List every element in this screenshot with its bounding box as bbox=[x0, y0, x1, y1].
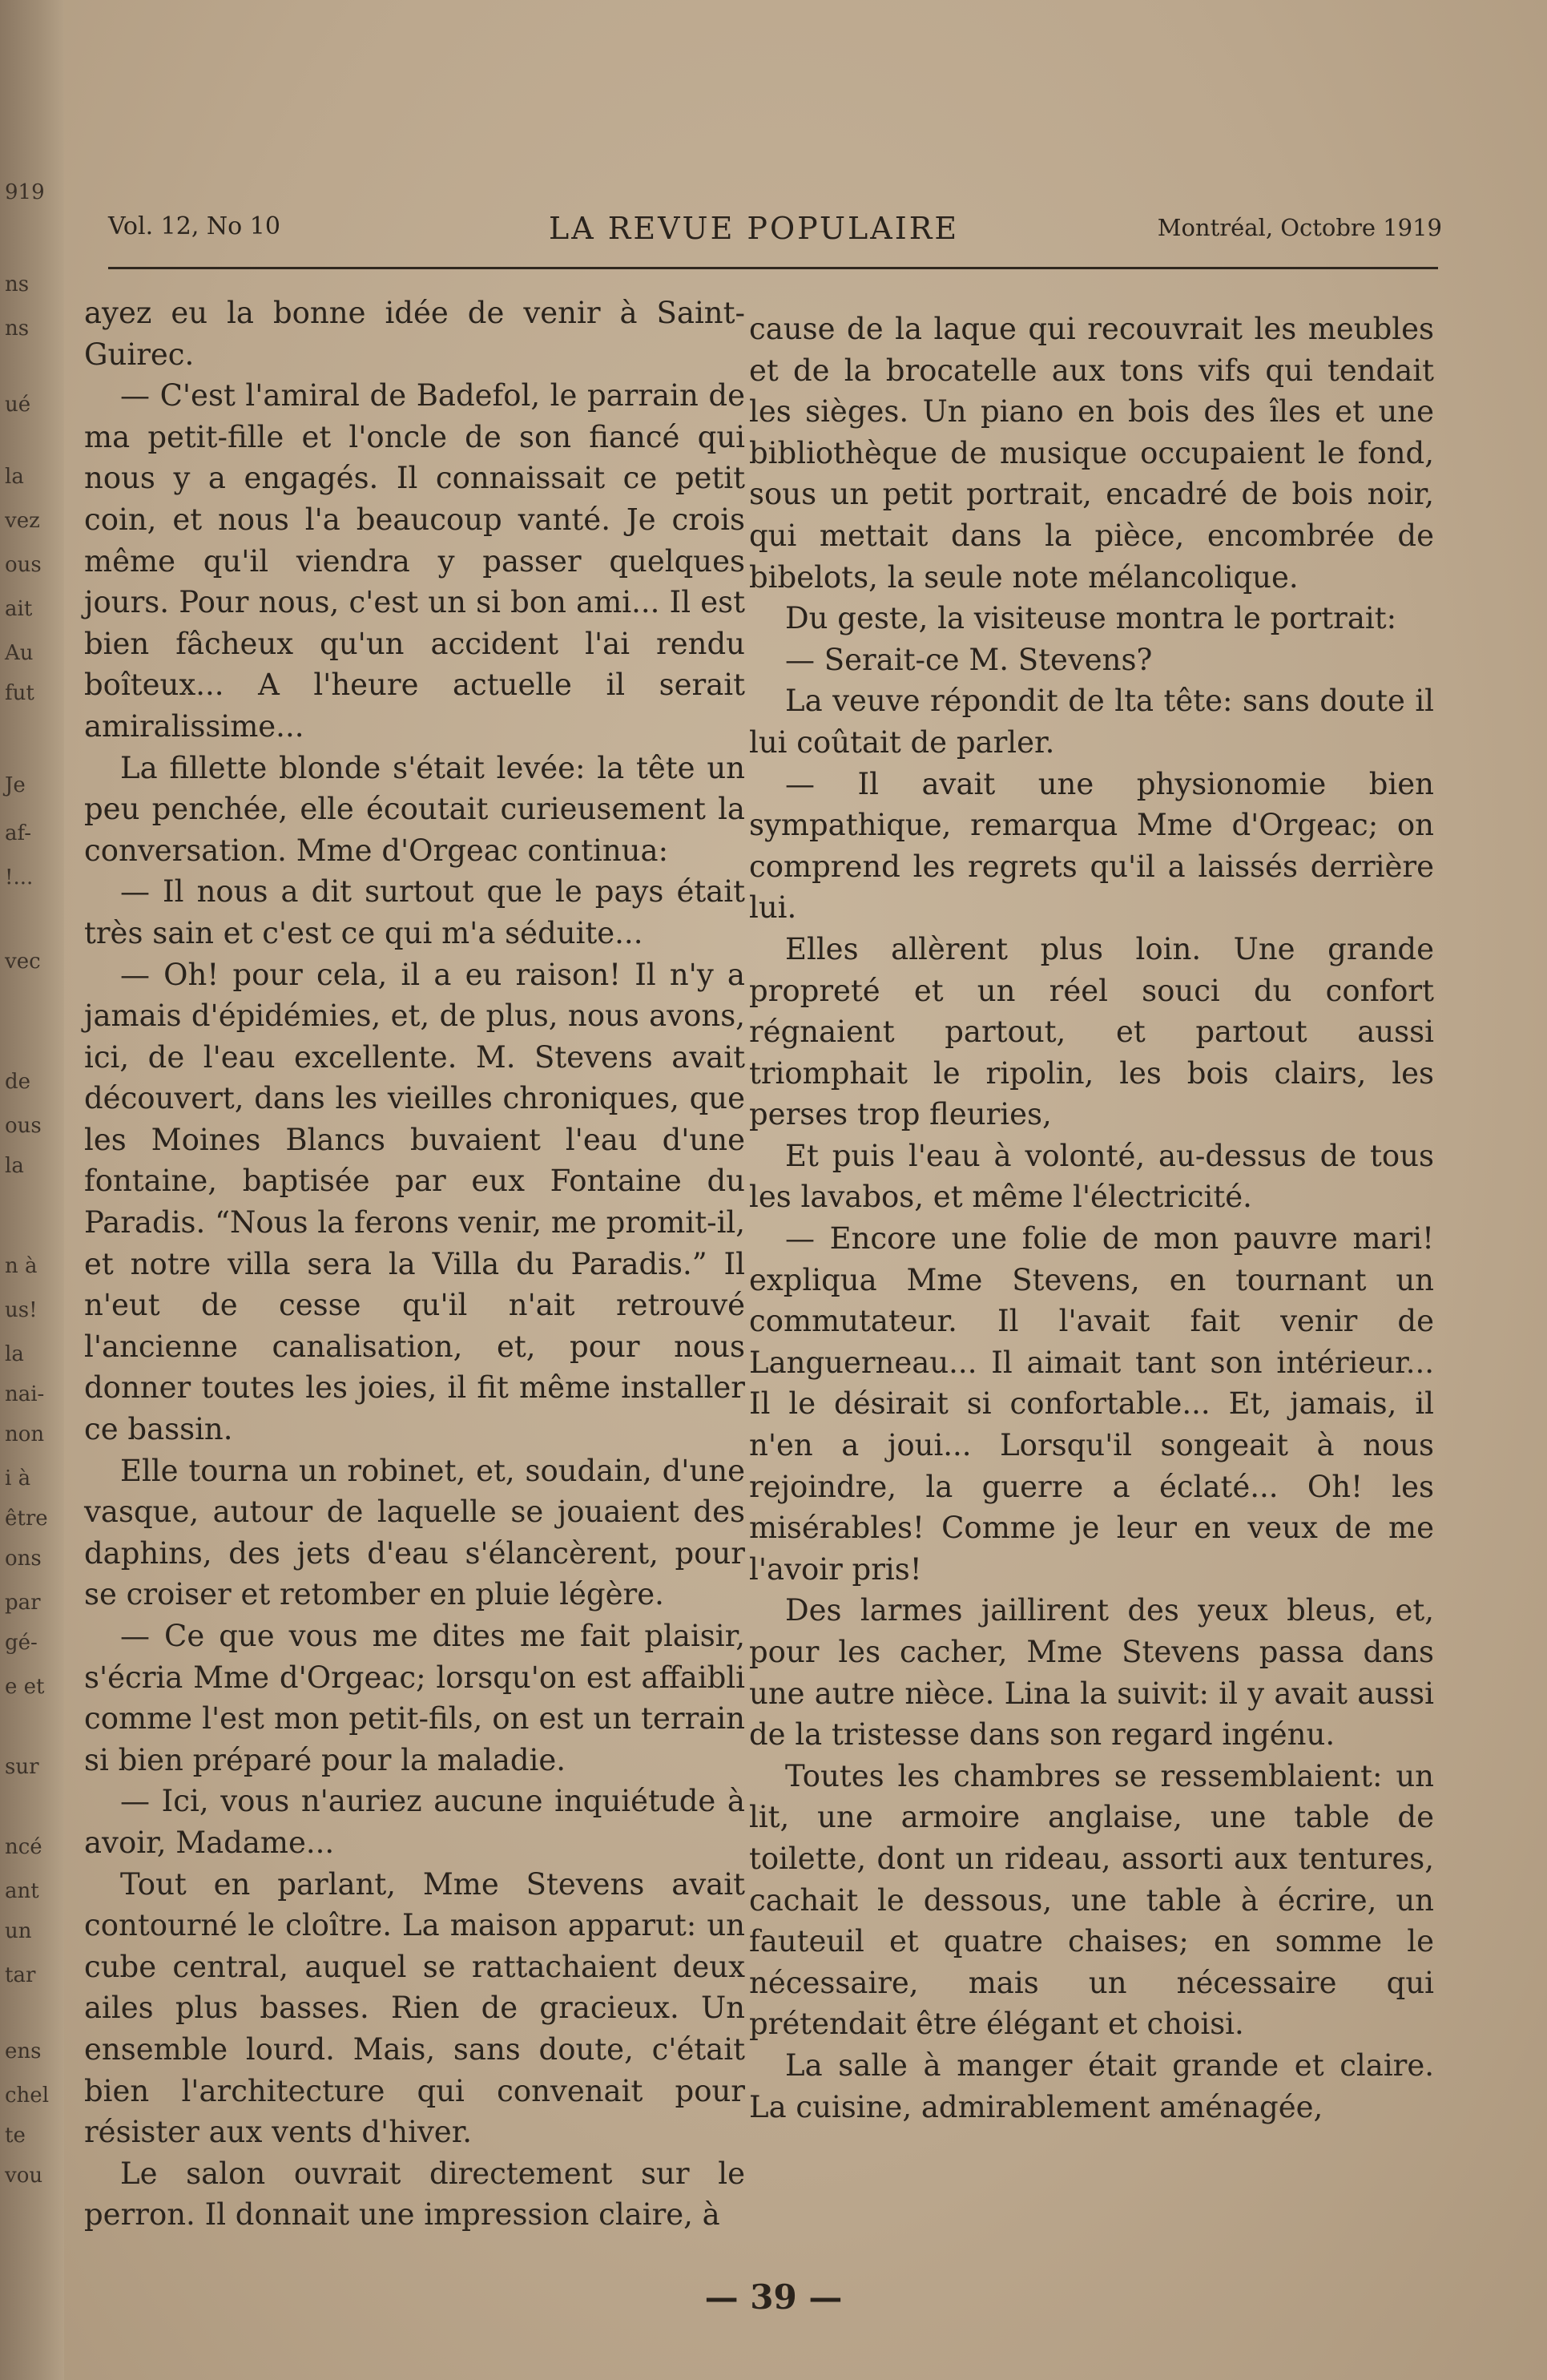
margin-fragment: gé- bbox=[5, 1631, 38, 1655]
paragraph: Tout en parlant, Mme Stevens avait contourné le cloître. La maison apparut: un cube central, auquel se rattachaient deux ailes plus basses. Rien de gracieux. Un ensemble lourd. Mais, sans doute, c'était bien l'architecture qui convenait pour résister aux vents d'hiver. bbox=[84, 1866, 745, 2150]
paragraph: — Serait-ce M. Stevens? bbox=[785, 642, 1153, 677]
margin-fragment: non bbox=[5, 1422, 45, 1446]
margin-fragment: vez bbox=[5, 509, 40, 533]
margin-fragment: la bbox=[5, 1154, 24, 1178]
margin-fragment: 919 bbox=[5, 180, 45, 204]
margin-fragment: vec bbox=[5, 950, 41, 974]
page-header bbox=[108, 204, 1442, 260]
paragraph: — Il nous a dit surtout que le pays était très sain et c'est ce qui m'a séduite... bbox=[84, 874, 745, 950]
page-number: — 39 — bbox=[704, 2277, 843, 2317]
margin-fragment: un bbox=[5, 1919, 32, 1943]
paragraph: La salle à manger était grande et claire. La cuisine, admirablement aménagée, bbox=[749, 2047, 1434, 2124]
margin-fragment: n à bbox=[5, 1254, 38, 1278]
margin-fragment: ens bbox=[5, 2039, 42, 2063]
issue-date: Montréal, Octobre 1919 bbox=[1157, 214, 1442, 241]
margin-fragment: te bbox=[5, 2124, 26, 2148]
paragraph: Elles allèrent plus loin. Une grande propreté et un réel souci du confort régnaient partout, et partout aussi triomphait le ripolin, les bois clairs, les perses trop fleuries, bbox=[749, 931, 1434, 1132]
paragraph: La fillette blonde s'était levée: la tête un peu penchée, elle écoutait curieusement la conversation. Mme d'Orgeac continua: bbox=[84, 750, 745, 868]
paragraph: cause de la laque qui recouvrait les meubles et de la brocatelle aux tons vifs qui tendait les sièges. Un piano en bois des îles et une bibliothèque de musique occupaient le fond, sous un petit portrait, encadré de bois noir, qui mettait dans la pièce, encombrée de bibelots, la seule note mélancolique. bbox=[749, 312, 1434, 595]
margin-fragment: être bbox=[5, 1507, 48, 1531]
margin-fragment: la bbox=[5, 1342, 24, 1366]
paragraph: Des larmes jaillirent des yeux bleus, et, pour les cacher, Mme Stevens passa dans une autre nièce. Lina la suivit: il y avait aussi de la tristesse dans son regard ingénu. bbox=[749, 1593, 1434, 1753]
margin-fragment: la bbox=[5, 465, 24, 489]
gutter-binding bbox=[0, 0, 64, 2380]
publication-title: LA REVUE POPULAIRE bbox=[549, 211, 960, 246]
margin-fragment: ons bbox=[5, 1547, 42, 1571]
margin-fragment: ué bbox=[5, 393, 31, 417]
margin-fragment: Je bbox=[5, 773, 26, 797]
margin-fragment: par bbox=[5, 1591, 41, 1615]
paragraph: ayez eu la bonne idée de venir à Saint-Guirec. bbox=[84, 296, 745, 372]
margin-fragment: af- bbox=[5, 821, 31, 845]
paragraph: Le salon ouvrait directement sur le perron. Il donnait une impression claire, à bbox=[84, 2156, 745, 2233]
margin-fragment: us! bbox=[5, 1298, 38, 1322]
paragraph: — C'est l'amiral de Badefol, le parrain de ma petit-fille et l'oncle de son fiancé qui nous y a engagés. Il connaissait ce petit coin, et nous l'a beaucoup vanté. Je crois même qu'il viendra y passer quelques jours. Pour nous, c'est un si bon ami... Il est bien fâcheux qu'un accident l'ai rendu boîteux... A l'heure actuelle il serait amiralissime... bbox=[84, 378, 745, 744]
paragraph: — Oh! pour cela, il a eu raison! Il n'y a jamais d'épidémies, et, de plus, nous avons, ici, de l'eau excellente. M. Stevens avait découvert, dans les vieilles chroniques, que les Moines Blancs buvaient l'eau d'une fontaine, baptisée par eux Fontaine du Paradis. “Nous la ferons venir, me promit-il, et notre villa sera la Villa du Paradis.” Il n'eut de cesse qu'il n'ait retrouvé l'ancienne canalisation, et, pour nous donner toutes les joies, il fit même installer ce bassin. bbox=[84, 957, 745, 1447]
margin-fragment: chel bbox=[5, 2084, 50, 2108]
margin-fragment: i à bbox=[5, 1466, 31, 1491]
paragraph: Et puis l'eau à volonté, au-dessus de tous les lavabos, et même l'électricité. bbox=[749, 1138, 1434, 1215]
paragraph: La veuve répondit de lta tête: sans doute il lui coûtait de parler. bbox=[749, 684, 1434, 760]
margin-fragment: Au bbox=[5, 641, 34, 665]
margin-fragment: ncé bbox=[5, 1835, 42, 1859]
right-column bbox=[749, 309, 1434, 2128]
volume-number: Vol. 12, No 10 bbox=[108, 212, 280, 240]
margin-fragment: e et bbox=[5, 1675, 45, 1699]
margin-fragment: ns bbox=[5, 272, 30, 296]
margin-fragment: de bbox=[5, 1070, 31, 1094]
left-column bbox=[84, 292, 745, 2236]
paragraph: — Ici, vous n'auriez aucune inquiétude à avoir, Madame... bbox=[84, 1784, 745, 1860]
paragraph: Du geste, la visiteuse montra le portrait: bbox=[785, 601, 1397, 636]
paragraph: — Il avait une physionomie bien sympathique, remarqua Mme d'Orgeac; on comprend les regrets qu'il a laissés derrière lui. bbox=[749, 766, 1434, 926]
paragraph: — Ce que vous me dites me fait plaisir, s'écria Mme d'Orgeac; lorsqu'on est affaibli comme l'est mon petit-fils, on est un terrain si bien préparé pour la maladie. bbox=[84, 1619, 745, 1777]
paragraph: Toutes les chambres se ressemblaient: un lit, une armoire anglaise, une table de toilette, dont un rideau, assorti aux tentures, cachait le dessous, une table à écrire, un fauteuil et quatre chaises; en somme le nécessaire, mais un nécessaire qui prétendait être élégant et choisi. bbox=[749, 1758, 1434, 2042]
margin-fragment: ait bbox=[5, 597, 33, 621]
margin-fragment: !... bbox=[5, 865, 34, 889]
margin-fragment: ant bbox=[5, 1879, 39, 1903]
margin-fragment: ous bbox=[5, 1114, 42, 1138]
margin-fragment: vou bbox=[5, 2164, 43, 2188]
paragraph: Elle tourna un robinet, et, soudain, d'une vasque, autour de laquelle se jouaient des daphins, des jets d'eau s'élancèrent, pour se croiser et retomber en pluie légère. bbox=[84, 1453, 745, 1612]
paragraph: — Encore une folie de mon pauvre mari! expliqua Mme Stevens, en tournant un commutateur. Il l'avait fait venir de Languerneau... Il aimait tant son intérieur... Il le désirait si confortable... Et, jamais, il n'en a joui... Lorsqu'il songeait à nous rejoindre, la guerre a éclaté... Oh! les misérables! Comme je leur en veux de me l'avoir pris! bbox=[749, 1221, 1434, 1587]
margin-fragment: ous bbox=[5, 553, 42, 577]
margin-fragment: tar bbox=[5, 1963, 36, 1987]
margin-fragment: nai- bbox=[5, 1382, 45, 1406]
margin-fragment: ns bbox=[5, 317, 30, 341]
margin-fragment: fut bbox=[5, 681, 34, 705]
header-rule bbox=[108, 267, 1438, 269]
margin-fragment: sur bbox=[5, 1755, 39, 1779]
